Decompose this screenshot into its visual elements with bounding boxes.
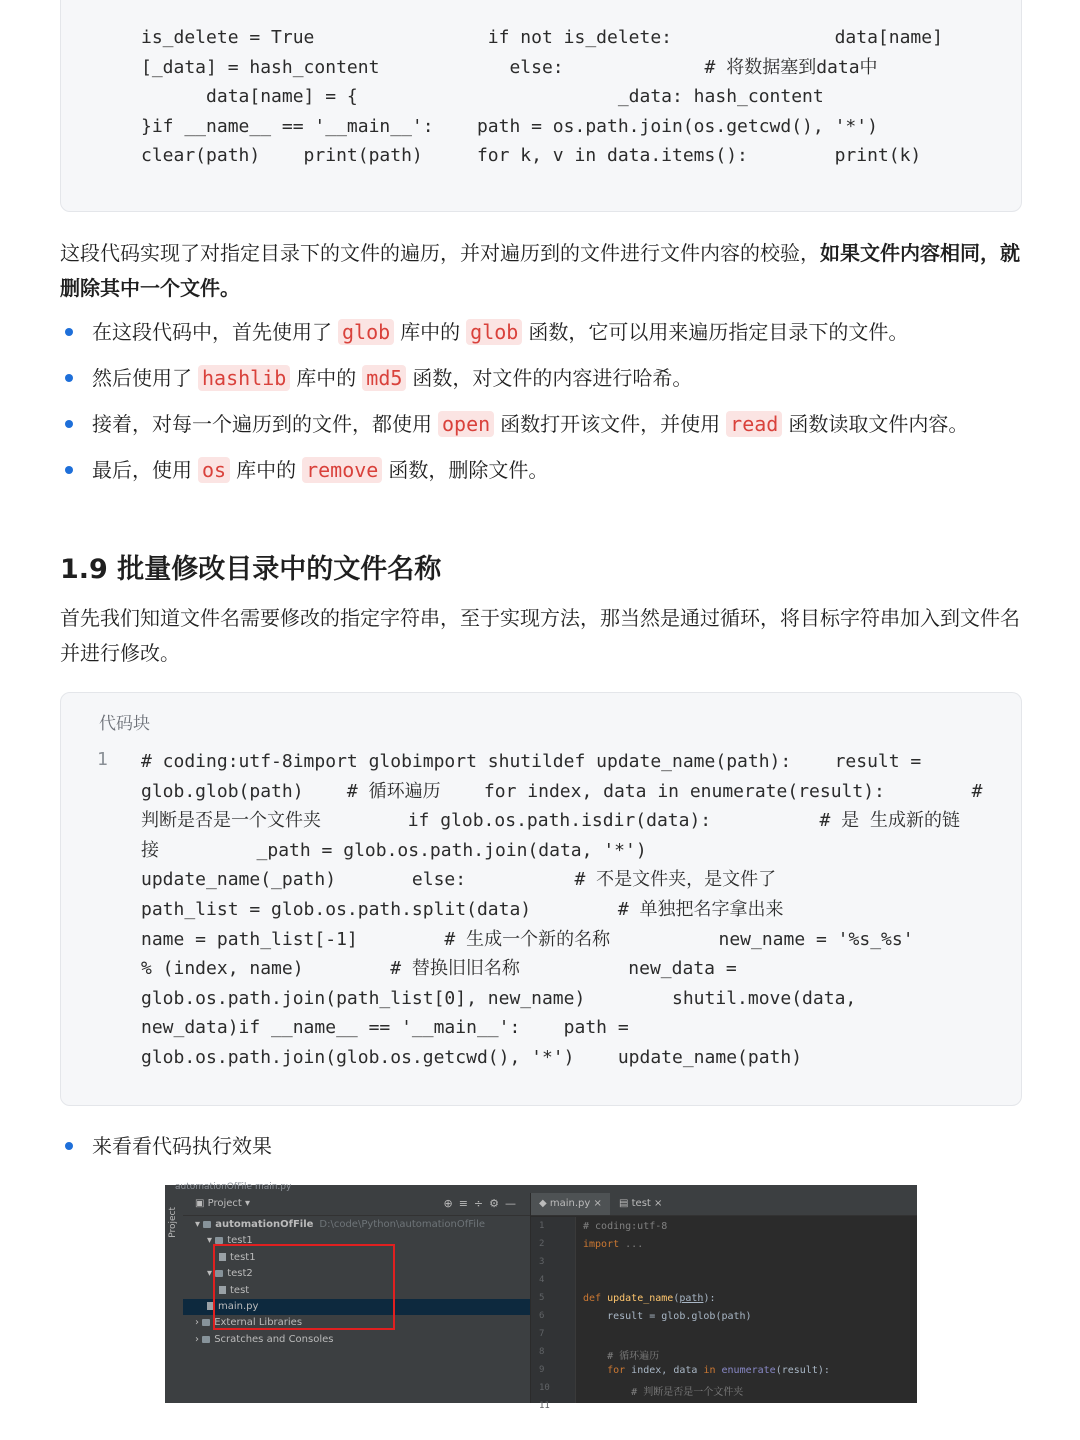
inline-code: hashlib: [198, 365, 290, 391]
code-line: # coding:utf-8: [583, 1221, 668, 1232]
tree-item-label: test1: [227, 1235, 253, 1247]
tree-item-label: test: [230, 1284, 250, 1296]
inline-code: glob: [338, 319, 394, 345]
gutter-line-number: 11: [539, 1401, 550, 1411]
highlight-box: [213, 1244, 395, 1330]
ide-side-strip: [165, 1193, 184, 1403]
tree-item-label: test1: [230, 1251, 256, 1263]
tree-item-label: automationOfFile: [215, 1219, 314, 1230]
gutter-line-number: 8: [539, 1347, 545, 1357]
tab-test[interactable]: ▤ test ×: [619, 1198, 663, 1209]
ide-titlebar: automationOfFile main.py: [165, 1185, 917, 1193]
list-item: 然后使用了 hashlib 库中的 md5 函数，对文件的内容进行哈希。: [60, 360, 1022, 396]
list-item: 最后，使用 os 库中的 remove 函数，删除文件。: [60, 452, 1022, 488]
chevron-icon: ▾: [195, 1219, 204, 1230]
gutter-line-number: 6: [539, 1311, 545, 1321]
code-line: result = glob.glob(path): [583, 1311, 752, 1322]
gutter-line-number: 1: [539, 1221, 545, 1231]
collapse-icon[interactable]: ≡: [458, 1197, 474, 1210]
description-bold: 如果文件内容相同，就删除其中一个文件。: [60, 241, 1020, 300]
panel-tools: [443, 1197, 522, 1210]
bullet-list: [60, 314, 1022, 498]
gutter-line-number: 7: [539, 1329, 545, 1339]
library-icon: [202, 1336, 210, 1343]
code-block-label: 代码块: [99, 714, 150, 734]
code-block: [60, 692, 1022, 1106]
description-text: 这段代码实现了对指定目录下的文件的遍历，并对遍历到的文件进行文件内容的校验，: [60, 241, 820, 265]
tree-item-label: Scratches and Consoles: [214, 1333, 334, 1345]
description-paragraph: [60, 236, 1022, 306]
editor-tabs: [531, 1193, 917, 1216]
gutter-line-number: 10: [539, 1383, 550, 1393]
bullet-dot-icon: [65, 1142, 73, 1150]
code-line: for index, data in enumerate(result):: [607, 1365, 830, 1376]
chevron-icon: ▾: [207, 1235, 216, 1247]
code-text: # coding:utf-8import globimport shutildef update_name(path): result = glob.glob(path) # 循环遍历 for index, data in enumerate(result): # 判断是否是一个文件夹 if glob.os.path.isdir(data): # 是 生成新的链 接 _path = glob.os.path.join(data, '*') update_name(_path) else: # 不是文件夹，是文件了 path_list = glob.os.path.split(data) # 单独把名字拿出来 name = path_list[-1] # 生成一个新的名称 new_name = '%s_%s' % (index, name) # 替换旧旧名称 new_data = glob.os.path.join(path_list[0], new_name) shutil.move(data, new_data)if __name__ == '__main__': path = glob.os.path.join(glob.os.getcwd(), '*') update_name(path): [141, 751, 983, 1068]
file-icon: ▤: [619, 1198, 632, 1209]
tab-main-py[interactable]: ◆ main.py ×: [531, 1193, 610, 1215]
list-item: 接着，对每一个遍历到的文件，都使用 open 函数打开该文件，并使用 read 函数读取文件内容。: [60, 406, 1022, 442]
gutter-line-number: 2: [539, 1239, 545, 1249]
list-item: 在这段代码中，首先使用了 glob 库中的 glob 函数，它可以用来遍历指定目录下的文件。: [60, 314, 1022, 350]
project-panel: [183, 1193, 530, 1403]
inline-code: glob: [466, 319, 522, 345]
tree-item-label: External Libraries: [214, 1317, 303, 1329]
python-file-icon: ◆: [539, 1198, 550, 1209]
line-gutter: [531, 1217, 576, 1411]
code-line: # 循环遍历: [583, 1351, 660, 1362]
gutter-line-number: 9: [539, 1365, 545, 1375]
project-panel-title[interactable]: ▣ Project ▾: [195, 1198, 251, 1209]
bullet-dot-icon: [65, 328, 73, 336]
code-line: # 判断是否是一个文件夹: [583, 1387, 744, 1398]
code-text: is_delete = True if not is_delete: data[name] [_data] = hash_content else: # 将数据塞到data中 data[name] = { _data: hash_content }if __name__ == '__main__': path = os.path.join(os.getcwd(), '*') clear(path) print(path) for k, v in data.items(): print(k): [141, 27, 943, 167]
tree-item-path: D:\code\Python\automationOfFile: [319, 1219, 486, 1230]
chevron-icon: ›: [195, 1333, 203, 1345]
bullet-dot-icon: [65, 420, 73, 428]
gutter-line-number: 5: [539, 1293, 545, 1303]
expand-icon[interactable]: ÷: [473, 1197, 490, 1210]
chevron-icon: ›: [195, 1317, 203, 1329]
library-icon: [202, 1319, 210, 1326]
tree-item[interactable]: [183, 1332, 530, 1348]
list-item: 来看看代码执行效果: [60, 1128, 1022, 1164]
inline-code: md5: [362, 365, 406, 391]
code-block-top: [60, 0, 1022, 212]
gutter-line-number: 4: [539, 1275, 545, 1285]
folder-icon: [203, 1221, 211, 1228]
tree-item-label: test2: [227, 1268, 253, 1280]
code-line: import ...: [583, 1239, 644, 1250]
inline-code: os: [198, 457, 230, 483]
result-bullet: [60, 1128, 1022, 1174]
project-panel-header: [183, 1193, 530, 1216]
inline-code: open: [438, 411, 494, 437]
code-editor: [531, 1193, 917, 1411]
ide-screenshot: [165, 1182, 917, 1411]
bullet-dot-icon: [65, 466, 73, 474]
section-title: 1.9 批量修改目录中的文件名称: [60, 554, 442, 585]
section-intro: 首先我们知道文件名需要修改的指定字符串，至于实现方法，那当然是通过循环，将目标字符串加入到文件名并进行修改。: [60, 606, 1020, 665]
inline-code: remove: [302, 457, 382, 483]
inline-code: read: [726, 411, 782, 437]
side-tab-project[interactable]: Project: [168, 1207, 178, 1238]
tree-item[interactable]: [183, 1217, 530, 1233]
gutter-line-number: 3: [539, 1257, 545, 1267]
line-number: 1: [97, 749, 108, 770]
minimize-icon[interactable]: —: [505, 1197, 522, 1210]
code-line: def update_name(path):: [583, 1293, 716, 1304]
bullet-dot-icon: [65, 374, 73, 382]
tree-item-label: main.py: [218, 1300, 259, 1312]
chevron-icon: ▾: [207, 1268, 216, 1280]
locate-icon[interactable]: ⊕: [443, 1197, 459, 1210]
gear-icon[interactable]: ⚙: [489, 1197, 505, 1210]
